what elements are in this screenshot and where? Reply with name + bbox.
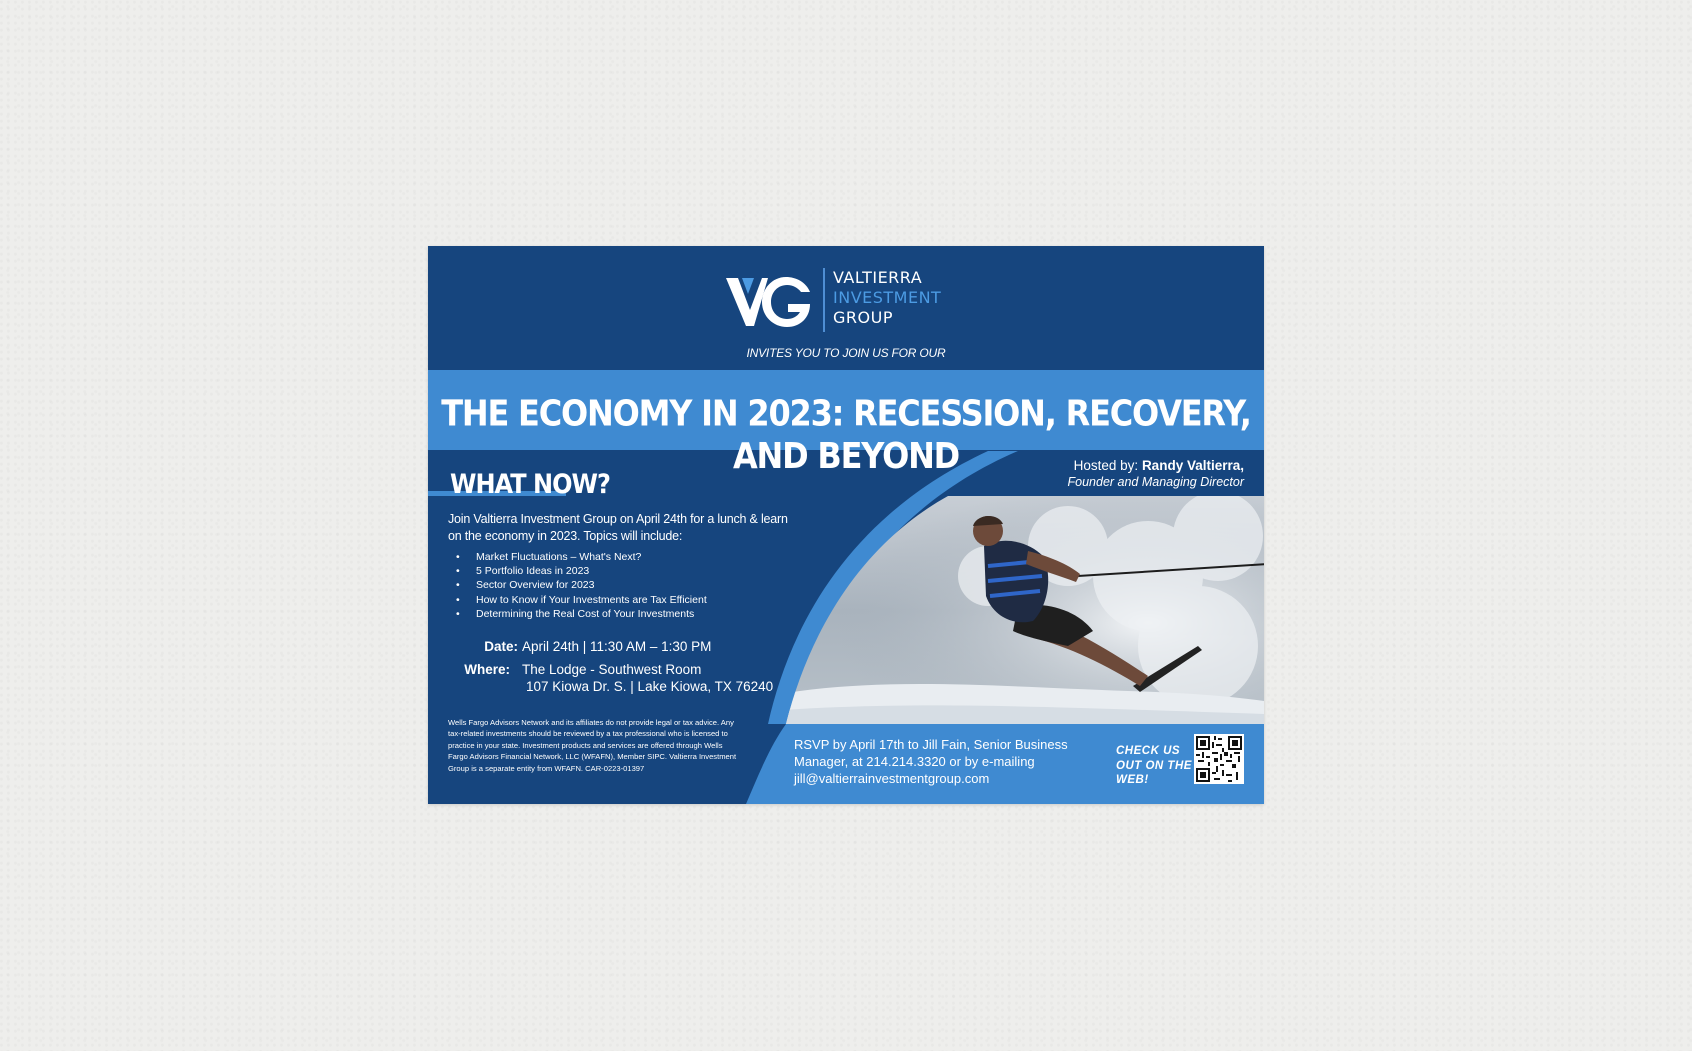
where-label: Where: (464, 662, 510, 677)
topic-item: • Sector Overview for 2023 (456, 578, 707, 592)
qr-code-icon (1194, 734, 1244, 784)
host-name: Randy Valtierra, (1141, 458, 1244, 473)
topic-item: • How to Know if Your Investments are Tax Efficient (456, 593, 707, 607)
intro-paragraph: Join Valtierra Investment Group on April 24th for a lunch & learn on the economy in 2023. Topics will include: (448, 512, 788, 543)
date-label: Date: (484, 639, 518, 654)
topic-item: • Market Fluctuations – What's Next? (456, 550, 707, 564)
event-title: THE ECONOMY IN 2023: RECESSION, RECOVERY, AND BEYOND (441, 392, 1251, 478)
what-now-heading: WHAT NOW? (450, 469, 610, 500)
topic-item: • Determining the Real Cost of Your Investments (456, 607, 707, 621)
where-line-1: The Lodge - Southwest Room (522, 662, 702, 677)
where-line-2: 107 Kiowa Dr. S. | Lake Kiowa, TX 76240 (526, 679, 774, 694)
topic-item: • 5 Portfolio Ideas in 2023 (456, 564, 707, 578)
logo-line-group: GROUP (833, 308, 893, 327)
rsvp-text: RSVP by April 17th to Jill Fain, Senior Business Manager, at 214.214.3320 or by e-mailing jill@valtierrainvestmentgroup.com (794, 737, 1068, 786)
legal-disclaimer: Wells Fargo Advisors Network and its affiliates do not provide legal or tax advice. Any tax-related investments should be reviewed by a tax professional who is licensed to practice in your state. Investment products and services are offered through Wells Fargo Advisors Financial Network, LLC (WFAFN), Member SIPC. Valtierra Investment Group is a separate entity from WFAFN. CAR-0223-01397 (448, 718, 737, 773)
logo-line-investment: INVESTMENT (833, 288, 942, 307)
host-role: Founder and Managing Director (1067, 475, 1244, 489)
date-value: April 24th | 11:30 AM – 1:30 PM (522, 639, 712, 654)
check-web-text: CHECK US OUT ON THE WEB! (1116, 745, 1192, 786)
invitation-flyer (428, 246, 1264, 804)
rsvp-band (428, 246, 1264, 804)
hosted-prefix: Hosted by: (1073, 458, 1142, 473)
logo-line-valtierra: VALTIERRA (833, 268, 923, 287)
invites-text: INVITES YOU TO JOIN US FOR OUR (746, 346, 946, 360)
